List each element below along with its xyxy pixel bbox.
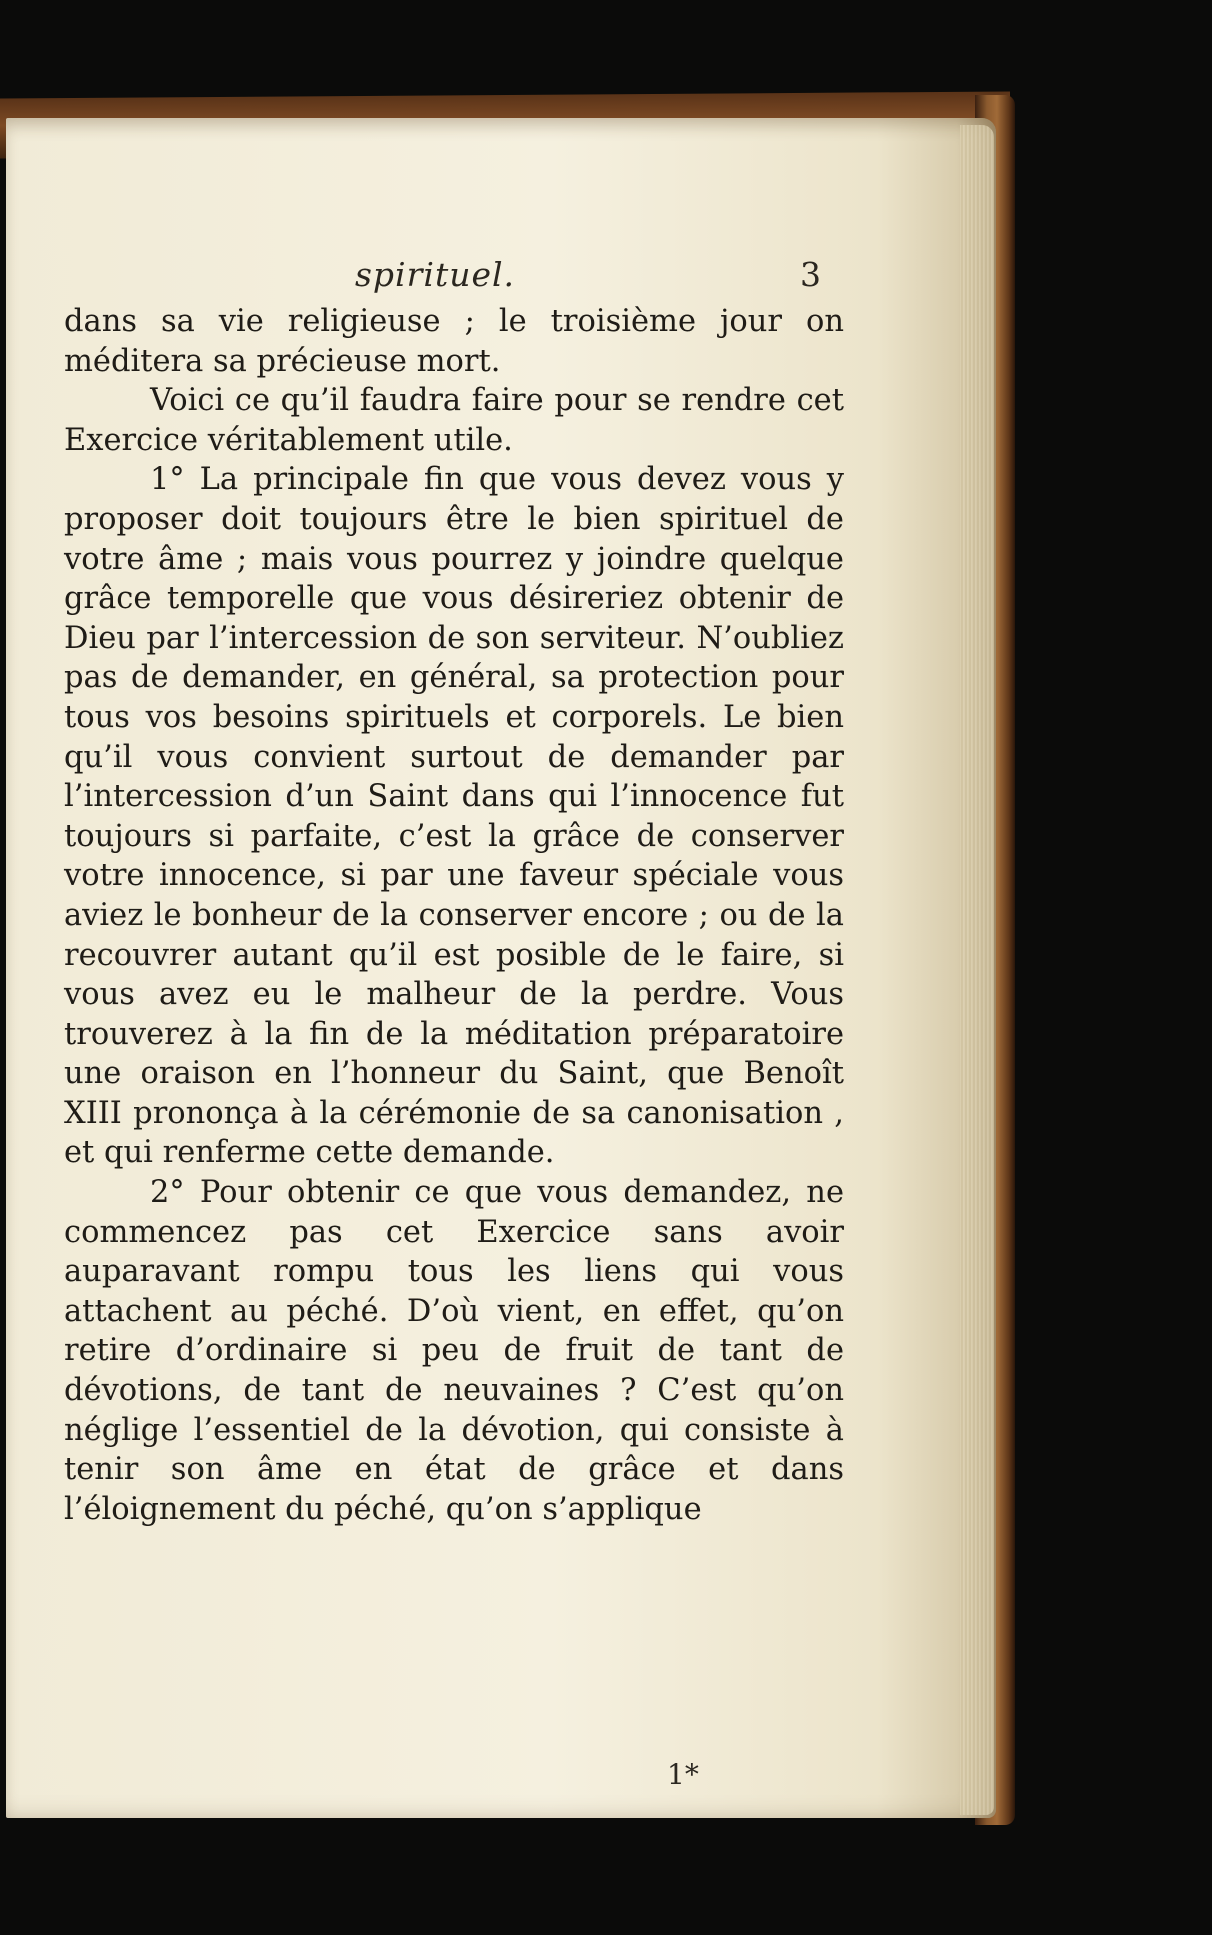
running-head bbox=[0, 255, 1212, 305]
paragraph-2: Voici ce qu’il faudra faire pour se rendre cet Exercice véritablement utile. bbox=[64, 383, 844, 458]
paragraph-3: 1° La principale fin que vous devez vous y proposer doit toujours être le bien spirituel de votre âme ; mais vous pourrez y joindre quelque grâce temporelle que vous désireriez obtenir de Dieu par l’intercession de son serviteur. N’oubliez pas de demander, en général, sa protection pour tous vos besoins spirituels et corporels. Le bien qu’il vous convient surtout de demander par l’intercession d’un Saint dans qui l’innocence fut toujours si parfaite, c’est la grâce de conserver votre innocence, si par une faveur spéciale vous aviez le bonheur de la conserver encore ; ou de la recouvrer autant qu’il est posible de le faire, si vous avez eu le malheur de la perdre. Vous trouverez à la fin de la méditation préparatoire une oraison en l’honneur du Saint, que Benoît XIII prononça à la cérémonie de sa canonisation , et qui renferme cette demande. bbox=[64, 462, 844, 1171]
body-text bbox=[64, 302, 844, 1529]
running-title: spirituel. bbox=[355, 255, 516, 294]
paragraph-1: dans sa vie religieuse ; le troisième jour on méditera sa précieuse mort. bbox=[64, 304, 844, 379]
page-stack-edge bbox=[960, 125, 994, 1815]
signature-mark: 1* bbox=[667, 1758, 699, 1791]
paragraph-4: 2° Pour obtenir ce que vous demandez, ne commencez pas cet Exercice sans avoir auparavant rompu tous les liens qui vous attachent au péché. D’où vient, en effet, qu’on retire d’ordinaire si peu de fruit de tant de dévotions, de tant de neuvaines ? C’est qu’on néglige l’essentiel de la dévotion, qui consiste à tenir son âme en état de grâce et dans l’éloignement du péché, qu’on s’applique bbox=[64, 1175, 844, 1527]
page-number: 3 bbox=[800, 255, 821, 294]
